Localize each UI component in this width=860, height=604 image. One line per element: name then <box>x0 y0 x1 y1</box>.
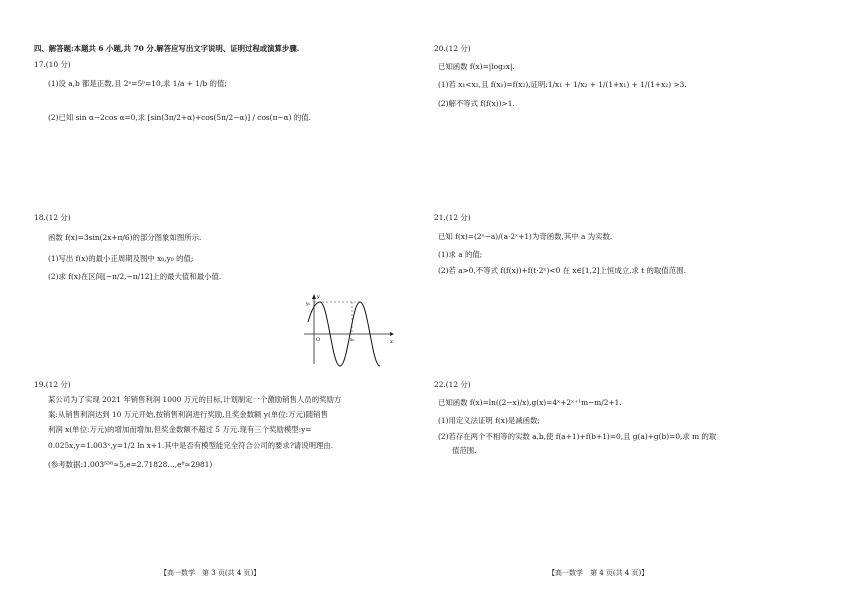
q22-part2a: (2)若存在两个不相等的实数 a,b,使 f(a+1)+f(b+1)=0,且 g(a)+g(b)=0,求 m 的取 <box>438 432 717 441</box>
y0-label: y₀ <box>306 302 311 307</box>
q22-part2b: 值范围. <box>452 446 477 455</box>
q17-header: 17.(10 分) <box>34 60 71 69</box>
q19-line1: 某公司为了实现 2021 年销售利润 1000 万元的目标,计划制定一个激励销售人员的奖励方 <box>48 395 342 404</box>
q18-sine-graph <box>300 292 396 368</box>
q19-header: 19.(12 分) <box>34 380 71 389</box>
q20-part1: (1)若 x₁<x₂,且 f(x₁)=f(x₂),证明:1/x₁ + 1/x₂ + 1/(1+x₁) + 1/(1+x₂) >3. <box>438 80 687 89</box>
q22-stem: 已知函数 f(x)=ln((2−x)/x),g(x)=4ˣ+2ˣ⁺¹m−m/2+1. <box>438 398 622 407</box>
q21-part1: (1)求 a 的值; <box>438 250 483 259</box>
q18-part2: (2)求 f(x)在区间[−π/2,−π/12]上的最大值和最小值. <box>48 272 222 281</box>
x0-label: x₀ <box>350 338 355 343</box>
x-axis-label: x <box>390 339 393 345</box>
x-axis-arrow <box>390 332 394 336</box>
q17-part2: (2)已知 sin α−2cos α=0,求 [sin(3π/2+α)+cos(5π/2−α)] / cos(π−α) 的值. <box>48 113 311 122</box>
q21-stem: 已知 f(x)=(2ˣ−a)/(a·2ˣ+1)为奇函数,其中 a 为实数. <box>438 232 613 241</box>
q19-line5: (参考数据:1.003⁵³⁸≈5,e=2.71828…,e⁸≈2981) <box>48 460 213 469</box>
q18-header: 18.(12 分) <box>34 213 71 222</box>
page3-footer: 【高一数学 第 3 页(共 4 页)】 <box>160 569 261 577</box>
q19-line2: 案:从销售利润达到 10 万元开始,按销售利润进行奖励,且奖金数额 y(单位:万元)随销售 <box>48 410 328 419</box>
y-axis-label: y <box>317 294 320 300</box>
q18-part1: (1)写出 f(x)的最小正周期及图中 x₀,y₀ 的值; <box>48 254 194 263</box>
page4-footer: 【高一数学 第 4 页(共 4 页)】 <box>548 569 649 577</box>
q19-line4: 0.025x,y=1.003ˣ,y=1/2 ln x+1.其中是否有模型能完全符合公司的要求?请说明理由. <box>48 441 334 450</box>
q21-header: 21.(12 分) <box>434 213 471 222</box>
q20-part2: (2)解不等式 f(f(x))>1. <box>438 99 515 108</box>
y-axis-arrow <box>312 294 316 299</box>
q17-part1: (1)设 a,b 都是正数,且 2ᵃ=5ᵇ=10,求 1/a + 1/b 的值; <box>48 79 227 88</box>
q19-line3: 利润 x(单位:万元)的增加而增加,但奖金数额不超过 5 万元.现有三个奖励模型:y= <box>48 425 312 434</box>
q21-part2: (2)若 a>0,不等式 f(f(x))+f(t·2ˣ)<0 在 x∈[1,2]上恒成立,求 t 的取值范围. <box>438 266 686 275</box>
q20-stem: 已知函数 f(x)=|log₂x|. <box>438 62 515 71</box>
q18-stem: 函数 f(x)=3sin(2x+π/6)的部分图象如图所示. <box>48 233 202 242</box>
q22-part1: (1)用定义法证明 f(x)是减函数; <box>438 416 540 425</box>
q20-header: 20.(12 分) <box>434 44 471 53</box>
origin-label: O <box>316 337 321 343</box>
section-heading: 四、解答题:本题共 6 小题,共 70 分.解答应写出文字说明、证明过程或演算步骤. <box>34 44 300 53</box>
q22-header: 22.(12 分) <box>434 380 471 389</box>
